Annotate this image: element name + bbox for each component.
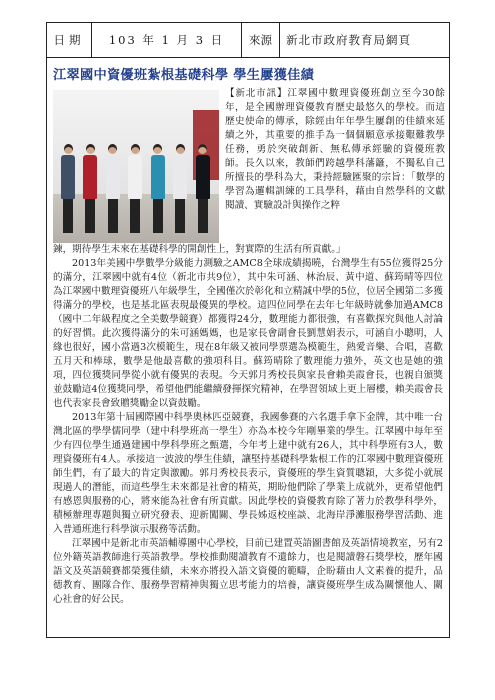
source-label: 來源: [242, 23, 280, 57]
paragraph-english: 江翠國中是新北市英語輔導團中心學校，目前已建置英語圖書館及英語情境教室，另有2位外籍英語教師進行英語教學。學校推動閱讀教育不遺餘力，也是閱讀磐石獎學校，歷年國語文及英語競賽都榮獲佳績，未來亦將投入語文資優的範疇，企盼藉由人文素養的提升，品德教育、團隊合作、服務學習精神與獨立思考能力的培養，讓資優班學生成為關懷他人、關心社會的好公民。: [53, 538, 443, 605]
article-body: [47, 243, 449, 607]
paragraph-olympiad: 2013年第十屆國際國中科學奧林匹亞競賽，我國參賽的六名選手拿下金牌，其中唯一台灣北區的學學儒同學（建中科學班高一學生）亦為本校今年剛畢業的學生。江翠國中每年至少有四位學生通過建國中學科學班之甄選，今年考上建中就有26人，其中科學班有3人，數理資優班有4人。承接這一波波的學生佳績，讓堅持基礎科學紮根工作的江翠國中數理資優班師生們，有了最大的肯定與激勵。郭月秀校長表示，資優班的學生資質聰穎，大多從小就展現過人的潛能，而這些學生未來都是社會的精英，期盼他們除了學業上成就外，更希望他們有感恩與服務的心，將來能為社會有所貢獻。因此學校的資優教育除了著力於教學科學外，積極辦理專題與獨立研究發表、迎新闖關、學長姊返校座談、北海岸淨灘服務學習活動、進入普通班進行科學演示服務等活動。: [53, 412, 443, 535]
article-title: 江翠國中資優班紮根基礎科學 學生屢獲佳績: [53, 68, 315, 83]
header-row: [47, 23, 449, 58]
photo-person: [83, 144, 97, 233]
photo-person: [173, 144, 187, 233]
group-photo: [53, 90, 219, 243]
photo-person: [106, 144, 120, 233]
date-label: 日期: [47, 23, 92, 57]
source-value: 新北市政府教育局網頁: [286, 33, 411, 47]
photo-person: [196, 144, 210, 233]
lead-section: [47, 85, 449, 243]
date-value: 103 年 1 月 3 日: [92, 23, 242, 57]
photo-person: [151, 144, 165, 233]
intro-tail: 鍊，期待學生未來在基礎科學的開創性上，對實際的生活有所貢獻。」: [53, 244, 346, 255]
paragraph-amc8: 2013年美國中學數學分級能力測驗之AMC8全球成績揭曉，台灣學生有55位獲得25分的滿分，江翠國中就有4位（新北市共9位），其中朱可涵、林治辰、黃中道、蘇筠晴等四位為江翠國中數理資優班八年級學生，全國僅次於彰化和立精誠中學的5位，位居全國第二多獲得滿分的學校，也是基北區表現最優異的學校。這四位同學在去年七年級時就參加過AMC8（國中二年級程度之全美數學競賽）都獲得24分，數理能力都很強，有喜歡探究與他人討論的好習慣。此次獲得滿分的朱可涵媽媽，也是家長會副會長劉慧娟表示，可涵自小聰明，人緣也很好，國小當過3次模範生，現在8年級又被同學票選為模範生，熱愛音樂、合唱，喜歡五月天和棒球，數學是他最喜歡的強項科目。蘇筠晴除了數理能力強外，英文也是她的強項，四位獲獎同學從小就有優異的表現。今天郭月秀校長與家長會賴美霞會長，也親自頒獎並鼓勵這4位獲獎同學，希望他們能繼續發揮探究精神，在學習領域上更上層樓，賴美霞會長也代表家長會致贈獎勵金以資鼓勵。: [53, 258, 443, 409]
photo-person: [128, 144, 142, 233]
article-intro: 【新北市訊】江翠國中數理資優班創立至今30餘年，是全國辦理資優教育歷史最悠久的學校。而這歷史使命的傳承，除經由年年學生屢創的佳績來延續之外，其重要的推手為一個個願意承接艱難教學任務，勇於突破創新、無私傳承經驗的資優班教師。長久以來，教師們跨越學科藩籬，不獨私自己所擅長的學科為大，秉持經驗匯聚的宗旨：「數學的學習為邏輯訓練的工具學科，藉由自然學科的文獻閱讀、實驗設計與操作之粹: [225, 88, 445, 211]
article-clipping: [46, 22, 450, 638]
photo-person: [61, 144, 75, 233]
